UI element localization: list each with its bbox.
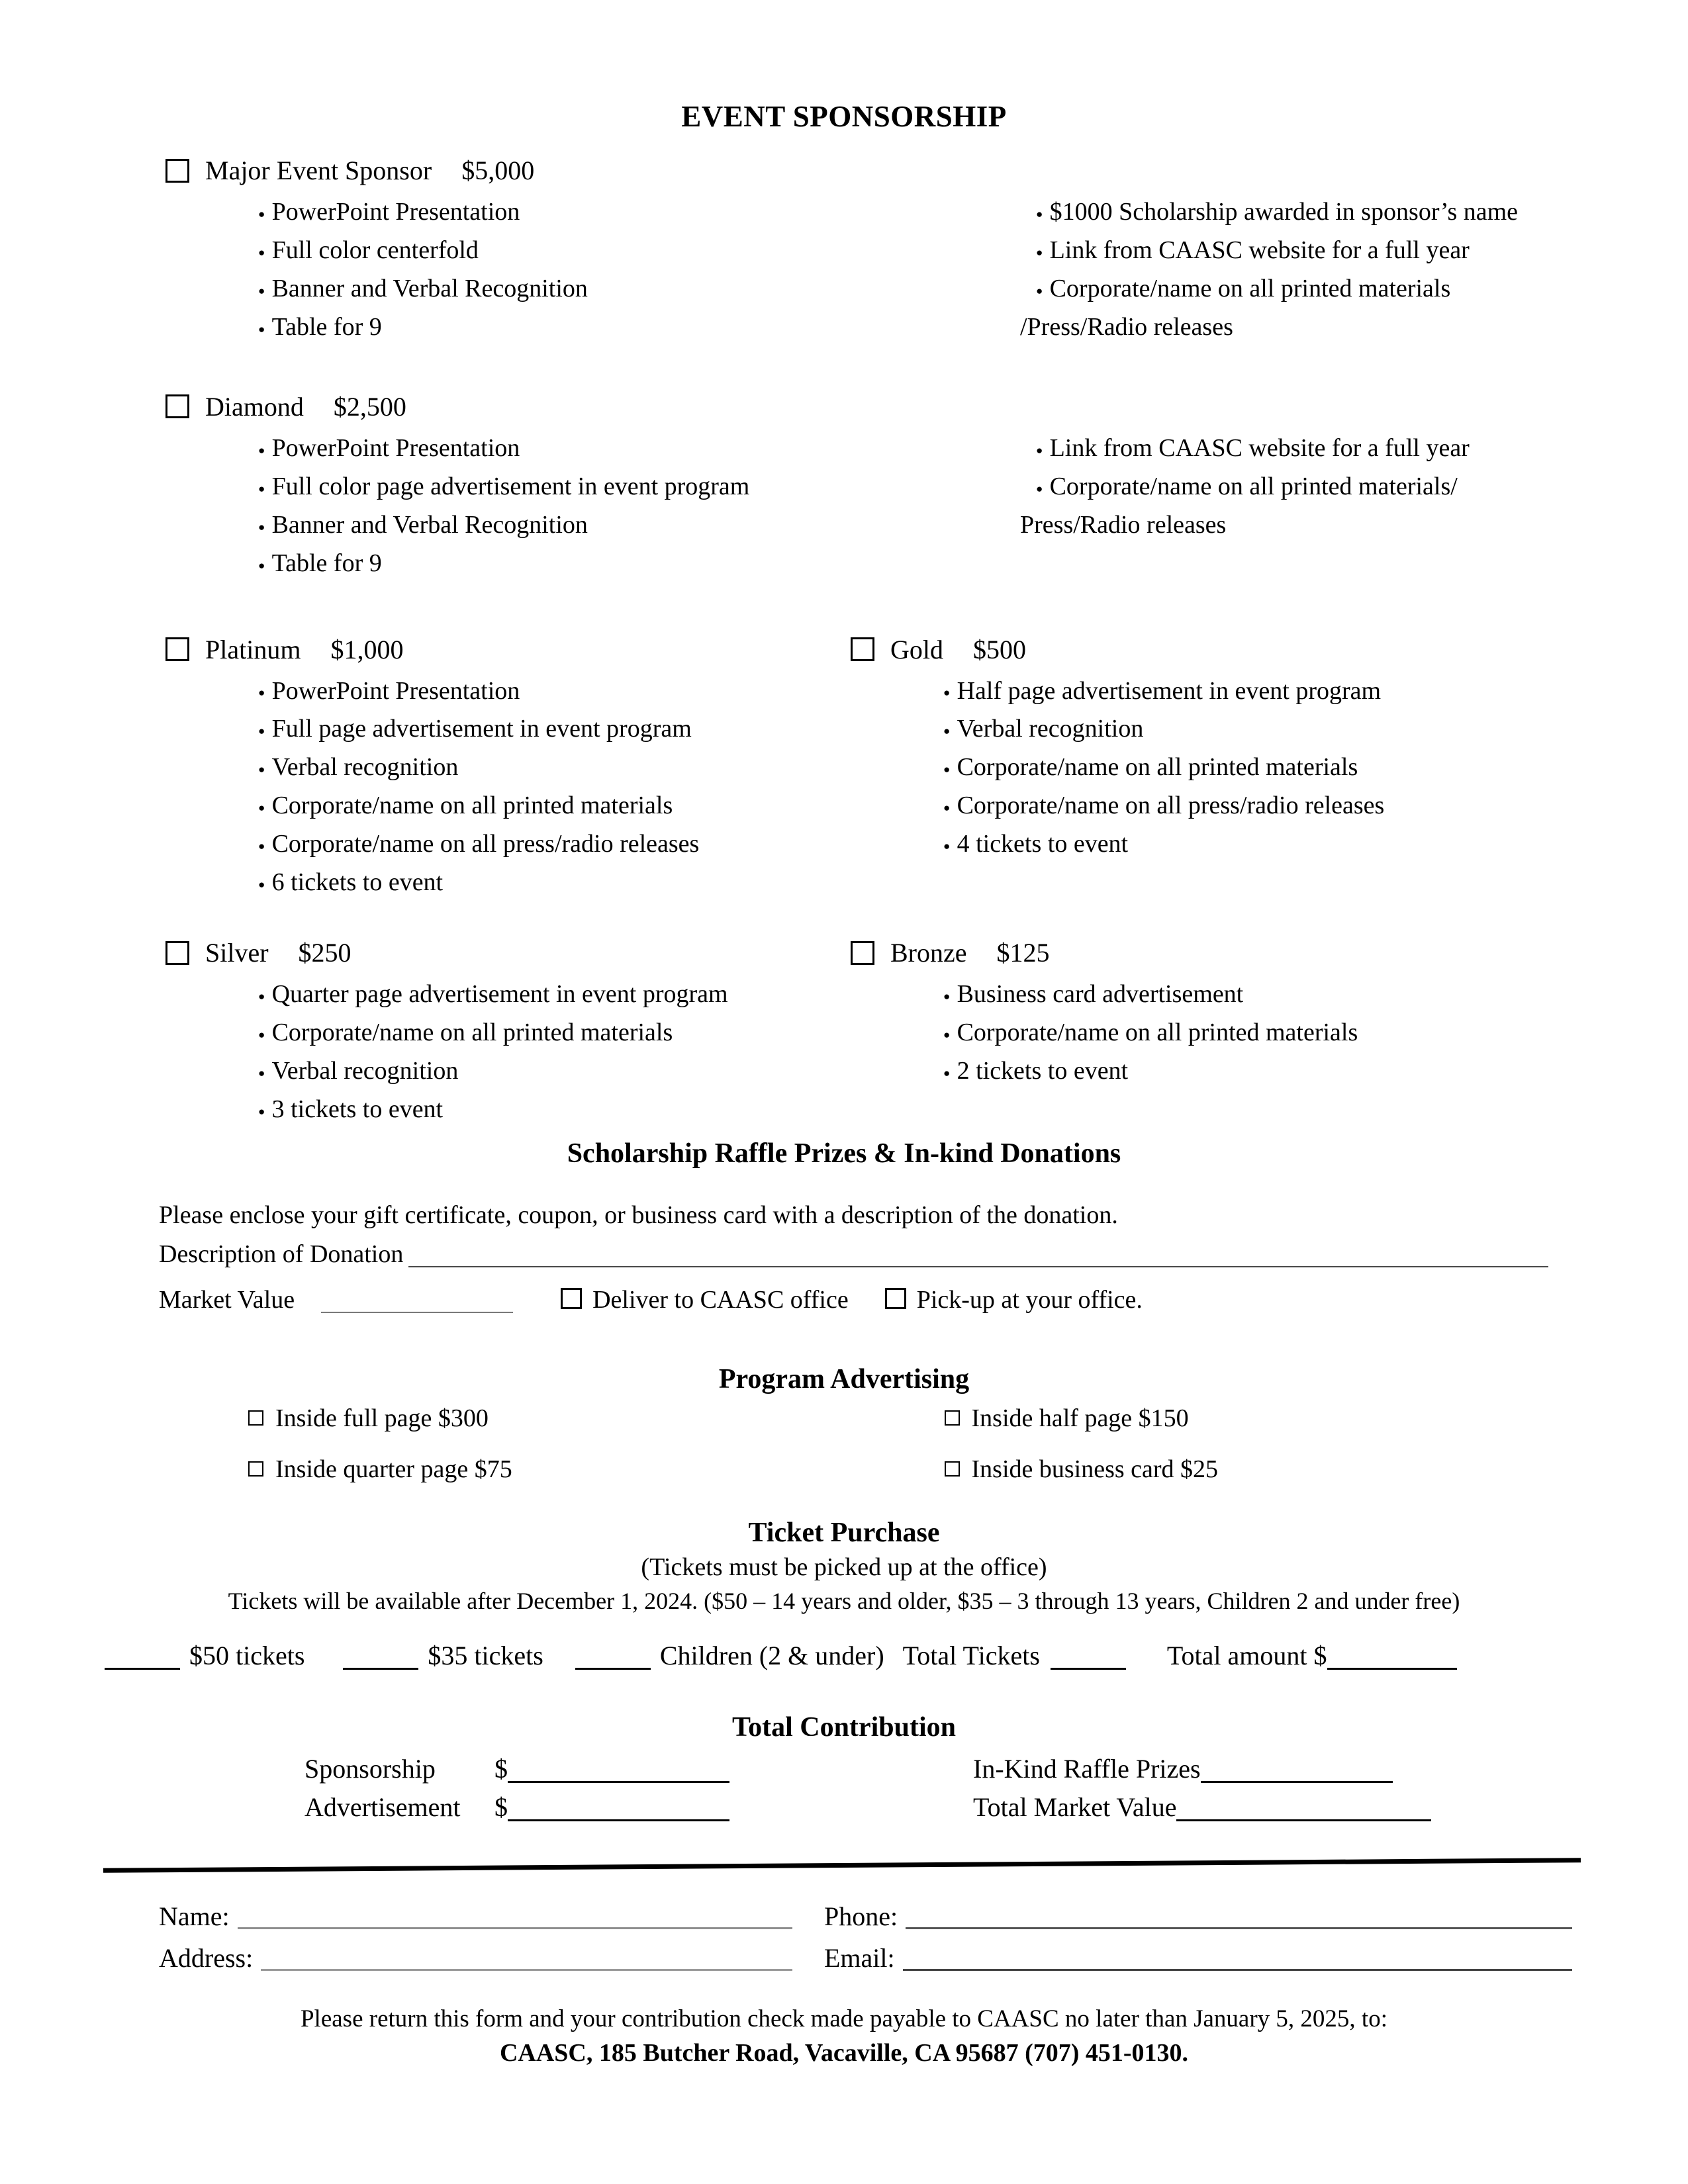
benefit-item: ● Verbal recognition bbox=[258, 1053, 851, 1091]
tier-benefits-diamond bbox=[165, 425, 1688, 584]
benefit-item: ● Table for 9 bbox=[258, 545, 943, 584]
contact-row-1 bbox=[159, 1898, 1572, 1934]
raffle-section-heading: Scholarship Raffle Prizes & In-kind Donations bbox=[567, 1138, 1121, 1169]
benefit-item-continuation: Press/Radio releases bbox=[1020, 510, 1227, 539]
inkind-raffle-prizes-blank[interactable] bbox=[1201, 1781, 1393, 1783]
thirty-five-dollar-tickets-blank[interactable] bbox=[343, 1668, 418, 1670]
totals-row-2 bbox=[305, 1788, 1688, 1827]
tier-label-gold: Gold bbox=[890, 634, 943, 664]
benefit-item: ● $1000 Scholarship awarded in sponsor’s name bbox=[1036, 194, 1518, 232]
tier-header-gold bbox=[851, 631, 1384, 668]
benefit-item: ● Business card advertisement bbox=[943, 976, 1358, 1015]
email-field-group bbox=[824, 1940, 1572, 1976]
address-label: Address: bbox=[159, 1942, 254, 1973]
advertising-option-label: Inside quarter page $75 bbox=[275, 1455, 512, 1483]
return-instructions: Please return this form and your contribution check made payable to CAASC no later than January 5, 2025, to: bbox=[300, 2005, 1387, 2032]
ticket-availability-note: Tickets will be available after December 1, 2024. ($50 – 14 years and older, $35 – 3 through 13 years, Children 2 and under free) bbox=[228, 1587, 1460, 1614]
market-value-label: Market Value bbox=[159, 1285, 295, 1314]
caasc-address-line: CAASC, 185 Butcher Road, Vacaville, CA 95687 (707) 451-0130. bbox=[499, 2038, 1189, 2067]
tier-price-gold: $500 bbox=[973, 634, 1026, 664]
benefit-item: ● Banner and Verbal Recognition bbox=[258, 271, 943, 309]
total-tickets-label: Total Tickets bbox=[902, 1640, 1040, 1670]
tier-price-bronze: $125 bbox=[996, 938, 1050, 968]
advertising-option bbox=[248, 1451, 938, 1488]
description-of-donation-row bbox=[159, 1236, 1688, 1273]
ticket-quantity-row bbox=[105, 1637, 1688, 1674]
benefit-item: ● Banner and Verbal Recognition bbox=[258, 507, 943, 545]
section-silver bbox=[165, 934, 851, 1130]
benefit-item: ● PowerPoint Presentation bbox=[258, 430, 943, 469]
benefit-item: ● 4 tickets to event bbox=[943, 826, 1384, 864]
benefit-list-major-right bbox=[943, 194, 1518, 347]
benefit-item: ● Corporate/name on all printed materials bbox=[943, 749, 1384, 788]
tier-header-diamond bbox=[165, 388, 1688, 425]
total-tickets-blank[interactable] bbox=[1051, 1668, 1126, 1670]
checkbox-major-event-sponsor[interactable] bbox=[165, 159, 189, 183]
checkbox-platinum[interactable] bbox=[165, 637, 189, 661]
children-tickets-blank[interactable] bbox=[575, 1668, 651, 1670]
sponsorship-total-group bbox=[305, 1750, 973, 1788]
sponsorship-total-blank[interactable] bbox=[508, 1781, 729, 1783]
page-title: EVENT SPONSORSHIP bbox=[681, 100, 1007, 133]
totals-row-1 bbox=[305, 1750, 1688, 1788]
benefit-item: ● Full page advertisement in event program bbox=[258, 711, 851, 749]
benefit-list-diamond-left bbox=[165, 430, 943, 584]
dollar-sign: $ bbox=[494, 1792, 508, 1822]
tier-label-platinum: Platinum bbox=[205, 634, 301, 664]
checkbox-pickup-at-your-office[interactable] bbox=[885, 1288, 906, 1309]
section-bronze bbox=[851, 934, 1358, 1130]
total-market-value-label: Total Market Value bbox=[973, 1792, 1177, 1822]
advertising-option bbox=[945, 1400, 1189, 1437]
advertising-option-label: Inside business card $25 bbox=[971, 1455, 1219, 1483]
deliver-option-label: Deliver to CAASC office bbox=[592, 1285, 849, 1314]
benefit-list-silver bbox=[165, 976, 851, 1130]
benefit-item: ● Corporate/name on all printed materials bbox=[943, 1015, 1358, 1053]
tier-price-major: $5,000 bbox=[461, 156, 535, 185]
checkbox-deliver-to-caasc-office[interactable] bbox=[561, 1288, 582, 1309]
benefit-item: ● Corporate/name on all printed materials bbox=[1036, 271, 1518, 309]
market-value-row bbox=[159, 1282, 1688, 1318]
tier-header-silver bbox=[165, 934, 851, 971]
tier-price-diamond: $2,500 bbox=[333, 391, 406, 422]
benefit-item: ● Corporate/name on all press/radio releases bbox=[943, 788, 1384, 826]
benefit-item-continuation: /Press/Radio releases bbox=[1020, 312, 1233, 341]
advertising-option-label: Inside half page $150 bbox=[971, 1404, 1189, 1432]
benefit-item: ● 6 tickets to event bbox=[258, 864, 851, 903]
description-of-donation-blank[interactable] bbox=[408, 1266, 1548, 1267]
tier-header-platinum bbox=[165, 631, 851, 668]
tier-label-bronze: Bronze bbox=[890, 938, 967, 968]
benefit-item: ● Full color page advertisement in event program bbox=[258, 469, 943, 507]
advertising-option bbox=[248, 1400, 938, 1437]
advertising-option-label: Inside full page $300 bbox=[275, 1404, 489, 1432]
children-tickets-label: Children (2 & under) bbox=[659, 1640, 884, 1670]
tier-label-major: Major Event Sponsor bbox=[205, 156, 432, 185]
benefit-item: ● Link from CAASC website for a full year bbox=[1036, 232, 1518, 271]
checkbox-silver[interactable] bbox=[165, 941, 189, 965]
advertising-option bbox=[945, 1451, 1219, 1488]
benefit-list-platinum bbox=[165, 673, 851, 903]
market-value-blank[interactable] bbox=[321, 1312, 513, 1313]
checkbox-bronze[interactable] bbox=[851, 941, 874, 965]
total-contribution-heading: Total Contribution bbox=[731, 1711, 957, 1743]
name-field-group bbox=[159, 1898, 824, 1934]
benefit-item: ● Full color centerfold bbox=[258, 232, 943, 271]
total-amount-blank[interactable] bbox=[1327, 1668, 1457, 1670]
benefit-list-diamond-right bbox=[943, 430, 1470, 584]
benefit-item: ● Link from CAASC website for a full year bbox=[1036, 430, 1470, 469]
benefit-item: ● Half page advertisement in event program bbox=[943, 673, 1384, 711]
benefit-item: ● PowerPoint Presentation bbox=[258, 194, 943, 232]
program-advertising-heading: Program Advertising bbox=[718, 1363, 970, 1394]
benefit-list-bronze bbox=[851, 976, 1358, 1091]
benefit-item: ● 3 tickets to event bbox=[258, 1091, 851, 1130]
contact-row-2 bbox=[159, 1940, 1572, 1976]
benefit-item: ● Corporate/name on all printed materials/ bbox=[1036, 469, 1470, 507]
advertisement-total-label: Advertisement bbox=[305, 1792, 461, 1822]
email-blank[interactable] bbox=[903, 1969, 1572, 1971]
advertising-row-2 bbox=[248, 1451, 1688, 1488]
tier-price-platinum: $1,000 bbox=[330, 634, 404, 664]
advertisement-total-blank[interactable] bbox=[508, 1819, 729, 1821]
address-field-group bbox=[159, 1940, 824, 1976]
inkind-total-group bbox=[973, 1750, 1393, 1788]
row-platinum-gold bbox=[165, 631, 1688, 903]
checkbox-diamond[interactable] bbox=[165, 394, 189, 418]
advertisement-total-group bbox=[305, 1788, 973, 1827]
pickup-option-label: Pick-up at your office. bbox=[916, 1285, 1143, 1314]
ticket-purchase-heading: Ticket Purchase bbox=[748, 1517, 940, 1548]
benefit-item: ● Table for 9 bbox=[258, 309, 943, 347]
checkbox-inside-half-page[interactable] bbox=[945, 1410, 960, 1426]
tier-label-diamond: Diamond bbox=[205, 391, 304, 422]
benefit-item: ● Corporate/name on all printed materials bbox=[258, 788, 851, 826]
tier-header-major bbox=[165, 152, 1688, 189]
ticket-pickup-note: (Tickets must be picked up at the office) bbox=[641, 1553, 1047, 1581]
description-of-donation-label: Description of Donation bbox=[159, 1240, 404, 1268]
inkind-raffle-prizes-label: In-Kind Raffle Prizes bbox=[973, 1753, 1201, 1784]
phone-field-group bbox=[824, 1898, 1572, 1934]
total-amount-label: Total amount $ bbox=[1166, 1640, 1327, 1670]
section-gold bbox=[851, 631, 1384, 903]
tier-price-silver: $250 bbox=[298, 938, 352, 968]
dollar-sign: $ bbox=[494, 1753, 508, 1784]
address-blank[interactable] bbox=[261, 1969, 792, 1971]
tier-label-silver: Silver bbox=[205, 938, 269, 968]
section-major-event-sponsor bbox=[0, 152, 1688, 347]
benefit-list-major-left bbox=[165, 194, 943, 347]
tier-header-bronze bbox=[851, 934, 1358, 971]
benefit-item: ● 2 tickets to event bbox=[943, 1053, 1358, 1091]
tier-benefits-major bbox=[165, 189, 1688, 347]
checkbox-inside-business-card[interactable] bbox=[945, 1461, 960, 1477]
divider-rule bbox=[103, 1858, 1581, 1873]
benefit-list-gold bbox=[851, 673, 1384, 865]
checkbox-inside-quarter-page[interactable] bbox=[248, 1461, 263, 1477]
section-diamond bbox=[0, 388, 1688, 584]
checkbox-inside-full-page[interactable] bbox=[248, 1410, 263, 1426]
raffle-instructions: Please enclose your gift certificate, coupon, or business card with a description of the donation. bbox=[159, 1201, 1118, 1229]
benefit-item: ● Corporate/name on all press/radio releases bbox=[258, 826, 851, 864]
benefit-item: ● Verbal recognition bbox=[943, 711, 1384, 749]
benefit-item: ● PowerPoint Presentation bbox=[258, 673, 851, 711]
total-market-value-blank[interactable] bbox=[1176, 1819, 1431, 1821]
email-label: Email: bbox=[824, 1942, 895, 1973]
fifty-dollar-tickets-label: $50 tickets bbox=[189, 1640, 305, 1670]
name-label: Name: bbox=[159, 1901, 230, 1931]
section-platinum bbox=[165, 631, 851, 903]
row-silver-bronze bbox=[165, 934, 1688, 1130]
fifty-dollar-tickets-blank[interactable] bbox=[105, 1668, 180, 1670]
sponsorship-total-label: Sponsorship bbox=[305, 1753, 436, 1784]
total-market-value-group bbox=[973, 1788, 1431, 1827]
thirty-five-dollar-tickets-label: $35 tickets bbox=[428, 1640, 543, 1670]
phone-blank[interactable] bbox=[906, 1927, 1572, 1929]
benefit-item: ● Quarter page advertisement in event program bbox=[258, 976, 851, 1015]
advertising-row-1 bbox=[248, 1400, 1688, 1437]
checkbox-gold[interactable] bbox=[851, 637, 874, 661]
phone-label: Phone: bbox=[824, 1901, 898, 1931]
name-blank[interactable] bbox=[238, 1927, 792, 1929]
benefit-item: ● Verbal recognition bbox=[258, 749, 851, 788]
benefit-item: ● Corporate/name on all printed materials bbox=[258, 1015, 851, 1053]
